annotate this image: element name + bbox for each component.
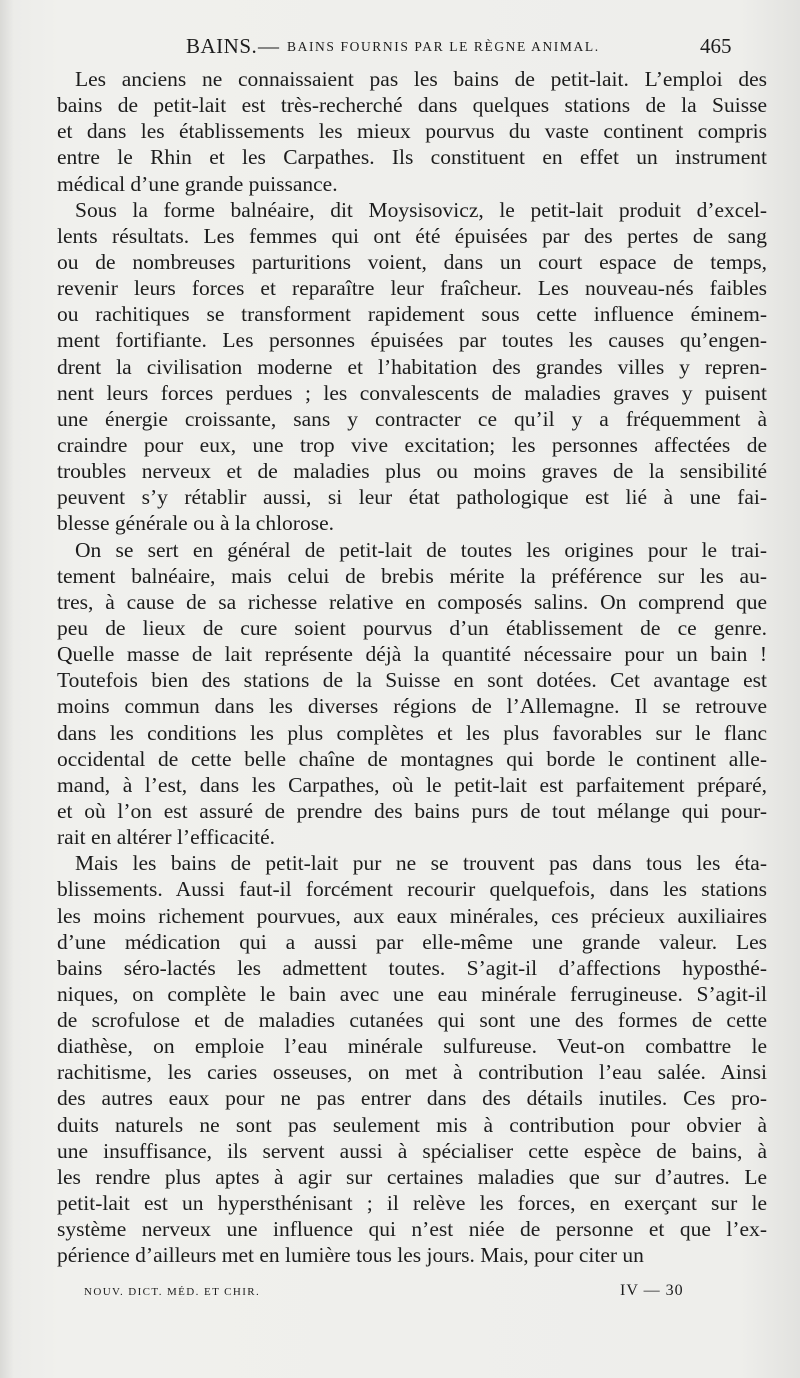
text-line: ment fortifiante. Les personnes épuisées par toutes les causes qu’engen- (57, 328, 767, 353)
text-line: drent la civilisation moderne et l’habitation des grandes villes y repren- (57, 354, 767, 379)
text-line: peu de lieux de cure soient pourvus d’un établissement de ce genre. (57, 615, 767, 640)
text-line: craindre pour eux, une trop vive excitation; les personnes affectées de (57, 432, 767, 457)
header-subtitle: BAINS FOURNIS PAR LE RÈGNE ANIMAL. (287, 39, 600, 54)
text-line: les rendre plus aptes à agir sur certaines maladies que sur d’autres. Le (57, 1164, 767, 1189)
body-text (57, 66, 767, 1268)
text-line: des autres eaux pour ne pas entrer dans des détails inutiles. Ces pro- (57, 1086, 767, 1111)
text-line: et où l’on est assuré de prendre des bains purs de tout mélange qui pour- (57, 798, 767, 823)
text-line: de scrofulose et de maladies cutanées qui sont une des formes de cette (57, 1008, 767, 1033)
text-line: Mais les bains de petit-lait pur ne se trouvent pas dans tous les éta- (75, 851, 767, 876)
text-line: mand, à l’est, dans les Carpathes, où le petit-lait est parfaitement préparé, (57, 772, 767, 797)
header-title: BAINS. (186, 34, 258, 58)
text-line: troubles nerveux et de maladies plus ou moins graves de la sensibilité (57, 459, 767, 484)
text-line: d’une médication qui a aussi par elle-même une grande valeur. Les (57, 929, 767, 954)
paragraph (57, 850, 767, 1268)
text-line: petit-lait est un hypersthénisant ; il relève les forces, en exerçant sur le (57, 1191, 767, 1216)
page-number: 465 (700, 34, 732, 58)
text-line: moins commun dans les diverses régions de l’Allemagne. Il se retrouve (57, 694, 767, 719)
text-line: diathèse, on emploie l’eau minérale sulfureuse. Veut-on combattre le (57, 1034, 767, 1059)
text-line: blissements. Aussi faut-il forcément recourir quelquefois, dans les stations (57, 877, 767, 902)
text-line: périence d’ailleurs met en lumière tous les jours. Mais, pour citer un (57, 1243, 644, 1268)
text-line: et dans les établissements les mieux pourvus du vaste continent compris (57, 119, 767, 144)
text-line: revenir leurs forces et reparaître leur fraîcheur. Les nouveau-nés faibles (57, 276, 767, 301)
text-line: nent leurs forces perdues ; les convalescents de maladies graves y puisent (57, 380, 767, 405)
text-line: une insuffisance, ils servent aussi à spécialiser cette espèce de bains, à (57, 1138, 767, 1163)
paragraph (57, 66, 767, 197)
text-line: entre le Rhin et les Carpathes. Ils constituent en effet un instrument (57, 145, 767, 170)
text-line: ou rachitiques se transforment rapidement sous cette influence éminem- (57, 302, 767, 327)
text-line: Toutefois bien des stations de la Suisse en sont dotées. Cet avantage est (57, 668, 767, 693)
text-line: rachitisme, les caries osseuses, on met à contribution l’eau salée. Ainsi (57, 1060, 767, 1085)
text-line: bains séro-lactés les admettent toutes. S’agit-il d’affections hyposthé- (57, 955, 767, 980)
text-line: lents résultats. Les femmes qui ont été épuisées par des pertes de sang (57, 223, 767, 248)
text-line: une énergie croissante, sans y contracter ce qu’il y a fréquemment à (57, 406, 767, 431)
text-line: On se sert en général de petit-lait de toutes les origines pour le trai- (75, 537, 767, 562)
page-footer (0, 1282, 800, 1306)
text-line: blesse générale ou à la chlorose. (57, 511, 334, 536)
text-line: rait en altérer l’efficacité. (57, 825, 276, 850)
text-line: médical d’une grande puissance. (57, 171, 338, 196)
text-line: ou de nombreuses parturitions voient, dans un court espace de temps, (57, 249, 767, 274)
text-line: Les anciens ne connaissaient pas les bains de petit-lait. L’emploi des (75, 67, 767, 91)
text-line: tement balnéaire, mais celui de brebis mérite la préférence sur les au- (57, 563, 767, 588)
text-line: tres, à cause de sa richesse relative en composés salins. On comprend que (57, 589, 767, 614)
running-header (0, 34, 800, 62)
text-line: peuvent s’y rétablir aussi, si leur état pathologique est lié à une fai- (57, 485, 767, 510)
text-line: occidental de cette belle chaîne de montagnes qui borde le continent alle- (57, 746, 767, 771)
paragraph (57, 537, 767, 851)
text-line: les moins richement pourvues, aux eaux minérales, ces précieux auxiliaires (57, 903, 767, 928)
header-dash: — (258, 34, 279, 58)
footer-sheet-number: IV — 30 (620, 1282, 684, 1299)
text-line: duits naturels ne sont pas seulement mis à contribution pour obvier à (57, 1112, 767, 1137)
text-line: Quelle masse de lait représente déjà la quantité nécessaire pour un bain ! (57, 642, 767, 667)
text-line: Sous la forme balnéaire, dit Moysisovicz, le petit-lait produit d’excel- (75, 197, 767, 222)
text-line: bains de petit-lait est très-recherché dans quelques stations de la Suisse (57, 93, 767, 118)
text-line: dans les conditions les plus complètes et les plus favorables sur le flanc (57, 720, 767, 745)
footer-signature: NOUV. DICT. MÉD. ET CHIR. (84, 1286, 261, 1298)
text-line: niques, on complète le bain avec une eau minérale ferrugineuse. S’agit-il (57, 981, 767, 1006)
paragraph (57, 197, 767, 537)
text-line: système nerveux une influence qui n’est niée de personne et que l’ex- (57, 1217, 767, 1242)
